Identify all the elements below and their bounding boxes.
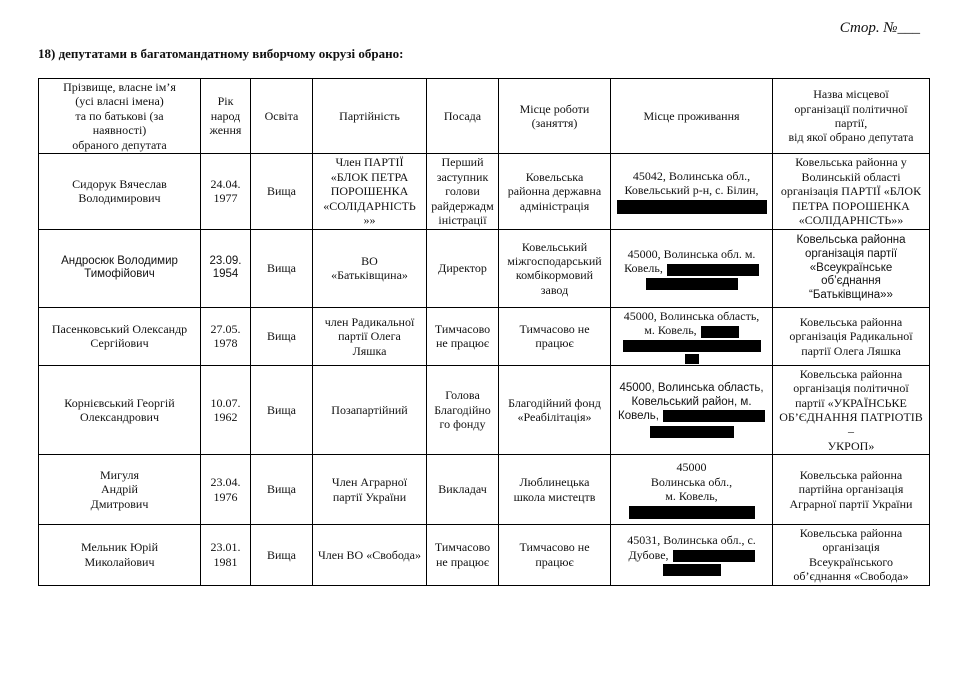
table-cell-organization [773,307,930,365]
table-cell-name [39,153,201,229]
cell-line: Ковельський р-н, с. Білин, [624,183,759,198]
cell-line: іністрації [438,213,487,228]
cell-line: 23.04. [210,475,241,490]
header-birth-year [201,79,251,154]
header-residence [611,79,773,154]
table-cell-position [427,153,499,229]
cell-line: Ковельський [521,239,588,254]
cell-line: партії, [834,115,868,130]
cell-line: партії «УКРАЇНСЬКЕ [795,395,907,410]
redacted-address-block [629,506,755,519]
cell-line: не працює [435,336,490,351]
redacted-address-block [667,264,759,276]
table-cell-position [427,365,499,454]
table-cell-position [427,525,499,586]
cell-line: школа мистецтв [513,489,596,504]
cell-line: Посада [443,108,482,123]
cell-line: Ковельська районна [796,233,906,246]
cell-line: Перший [441,155,484,170]
cell-line: Викладач [438,482,487,497]
cell-line: (усі власні імена) [75,94,164,109]
cell-line: «СОЛІДАРНІСТЬ»» [798,213,904,228]
table-cell-workplace [499,307,611,365]
redacted-address-block [685,354,699,364]
cell-line: Позапартійний [331,402,408,417]
cell-line: Місце проживання [643,108,740,123]
cell-line: завод [540,282,569,297]
cell-line: Рік [217,94,234,109]
cell-line: Член ВО «Свобода» [318,547,421,562]
table-cell-position [427,229,499,307]
cell-line: Андрій [101,482,138,497]
redacted-address-block [663,410,765,422]
cell-line: УКРОП» [827,438,875,453]
table-cell-residence [611,229,773,307]
table-cell-party [313,455,427,525]
cell-line: Ковель, [614,261,769,275]
cell-line: 23.01. [210,540,241,555]
deputies-table [38,78,930,586]
cell-line: 45000 [676,460,707,475]
cell-line: організація політичної [793,381,909,396]
cell-line: Мигуля [100,467,139,482]
cell-line: «Батьківщина» [331,268,408,283]
cell-line: районна державна [507,184,602,199]
cell-line: 1954 [212,268,239,281]
table-cell-residence [611,365,773,454]
cell-line: Дубове, [614,548,769,562]
cell-line: партії Олега [338,329,401,344]
cell-line: Сидорук Вячеслав [72,177,167,192]
cell-line: Ковель, [614,410,769,424]
table-cell-workplace [499,153,611,229]
table-cell-name [39,455,201,525]
cell-line: 1981 [213,554,238,569]
table-cell-party [313,153,427,229]
table-cell-workplace [499,365,611,454]
cell-line: Миколайович [84,554,155,569]
table-row [39,455,930,525]
cell-line: від якої обрано депутата [788,130,914,145]
cell-line: Освіта [264,108,299,123]
cell-line: ПЕТРА ПОРОШЕНКА [792,198,910,213]
cell-line: 1962 [213,409,238,424]
cell-line: Член Аграрної [331,475,408,490]
redacted-address-block [701,326,739,338]
cell-line: партії України [332,489,407,504]
cell-line: 27.05. [210,321,241,336]
cell-line: 1978 [213,336,238,351]
cell-line: народ [210,108,241,123]
table-cell-party [313,307,427,365]
table-cell-birth-year [201,365,251,454]
cell-line: не працює [435,554,490,569]
cell-line: «БЛОК ПЕТРА [330,169,409,184]
cell-line: Ковельська [525,169,584,184]
cell-line: організація ПАРТІЇ «БЛОК [780,184,922,199]
header-party [313,79,427,154]
cell-line: 24.04. [210,177,241,192]
table-cell-birth-year [201,525,251,586]
cell-line: адміністрація [519,198,590,213]
cell-line: Всеукраїнського [808,554,894,569]
cell-line: ПОРОШЕНКА [330,184,409,199]
table-cell-workplace [499,229,611,307]
cell-line: Прізвище, власне ім’я [63,80,176,94]
table-row [39,307,930,365]
cell-line: Ковельська районна [799,526,903,541]
cell-line: партійна організація [798,482,904,497]
table-cell-residence [611,307,773,365]
table-cell-birth-year [201,455,251,525]
table-cell-organization [773,153,930,229]
table-cell-birth-year [201,229,251,307]
redacted-address-block [673,550,755,562]
table-cell-education: Вища [251,455,313,525]
table-cell-name [39,365,201,454]
table-cell-name [39,307,201,365]
table-cell-organization [773,525,930,586]
table-cell-birth-year [201,153,251,229]
cell-line: райдержадм [431,198,494,213]
cell-line: Люблинецька [519,475,590,490]
table-row [39,365,930,454]
cell-line: Директор [438,261,487,276]
cell-line: Володимирович [78,191,161,206]
cell-line: міжгосподарський [507,254,602,269]
table-row [39,153,930,229]
cell-line: Тимофійович [84,268,155,281]
header-education [251,79,313,154]
table-cell-position [427,455,499,525]
cell-line: Волинська обл., [650,474,733,489]
cell-line: Ляшка [352,343,387,358]
cell-line: «Реабілітація» [517,409,592,424]
cell-line: «Всеукраїнське [809,261,893,274]
cell-line: Ковельська районна у [795,155,907,170]
cell-line: 1977 [213,191,238,206]
cell-line: 45031, Волинська обл., с. [627,533,756,548]
cell-line: організація [822,540,880,555]
cell-line: об’єднання «Свобода» [793,569,909,584]
cell-line: 45000, Волинська область, [623,308,760,323]
cell-line: член Радикальної [324,314,415,329]
cell-line: Місце роботи [519,101,590,116]
cell-line: 23.09. [209,254,242,267]
cell-line: об’єднання [821,275,881,288]
cell-line: Тимчасово не [519,540,590,555]
cell-line: наявності) [92,123,147,138]
cell-line: обраного депутата [72,137,167,152]
table-cell-position [427,307,499,365]
table-cell-residence [611,525,773,586]
cell-line: Ковельський район, м. [631,395,752,408]
cell-line: Тимчасово не [519,321,590,336]
cell-line: Голова [445,388,480,403]
cell-line: «СОЛІДАРНІСТЬ [323,198,416,213]
table-cell-name [39,229,201,307]
table-cell-party [313,525,427,586]
table-row [39,525,930,586]
cell-line: та по батькові (за [75,108,164,123]
header-workplace [499,79,611,154]
header-position [427,79,499,154]
cell-line: Ковельська районна [799,314,903,329]
cell-line: Благодійний фонд [508,395,601,410]
header-name [39,79,201,154]
cell-line: ОБ’ЄДНАННЯ ПАТРІОТІВ – [779,409,923,439]
cell-line: м. Ковель, [614,323,769,337]
table-cell-party [313,229,427,307]
table-cell-organization [773,455,930,525]
cell-line: Член ПАРТІЇ [335,155,404,170]
cell-line: голови [445,184,480,199]
redacted-address-block [650,426,734,438]
cell-line: 45000, Волинська область, [619,382,764,395]
cell-line: Пасенковський Олександр [51,321,188,336]
table-cell-education: Вища [251,307,313,365]
cell-line: ження [209,123,242,138]
page-number-label: Стор. №___ [839,20,920,36]
table-cell-residence [611,455,773,525]
table-cell-organization [773,365,930,454]
redacted-address-block [663,564,721,576]
cell-line: організація партії [804,247,898,260]
cell-line: (заняття) [531,115,578,130]
table-cell-workplace [499,455,611,525]
cell-line: 45000, Волинська обл. м. [627,247,756,262]
table-cell-education: Вища [251,365,313,454]
cell-line: Партійність [339,108,400,123]
cell-line: Тимчасово [434,540,491,555]
cell-line: Мельник Юрій [80,540,159,555]
table-cell-name [39,525,201,586]
cell-line: працює [535,336,574,351]
cell-line: 1976 [213,489,238,504]
cell-line: Корнієвський Георгій [64,395,175,410]
cell-line: 45042, Волинська обл., [632,169,751,184]
table-row [39,229,930,307]
cell-line: працює [535,554,574,569]
cell-line: “Батьківщина»» [809,289,893,302]
cell-line: заступник [436,169,489,184]
cell-line: партії Олега Ляшка [801,343,901,358]
cell-line: організація Радикальної [789,329,913,344]
redacted-address-block [646,278,738,290]
table-cell-residence [611,153,773,229]
cell-line: комбікормовий [515,268,594,283]
table-cell-education: Вища [251,229,313,307]
redacted-address-block [617,200,767,214]
cell-line: Сергійович [90,336,149,351]
cell-line: 10.07. [210,395,241,410]
table-cell-education: Вища [251,153,313,229]
cell-line: організації політичної [794,101,908,116]
cell-line: ВО [361,254,378,269]
cell-line: м. Ковель, [665,489,718,504]
cell-line: Аграрної партії України [789,496,913,511]
table-cell-party [313,365,427,454]
table-header-row [39,79,930,154]
cell-line: Андросюк Володимир [61,254,178,267]
cell-line: Назва місцевої [813,87,889,102]
cell-line: »» [363,213,376,228]
cell-line: го фонду [439,417,486,432]
cell-line: Ковельська районна [799,366,903,381]
table-cell-workplace [499,525,611,586]
table-cell-birth-year [201,307,251,365]
cell-line: Дмитрович [90,496,149,511]
cell-line: Волинській області [801,169,901,184]
cell-line: Олександрович [80,409,159,424]
section-title: 18) депутатами в багатомандатному виборчому окрузі обрано: [38,46,404,61]
cell-line: Тимчасово [434,321,491,336]
table-cell-education: Вища [251,525,313,586]
cell-line: Благодійно [434,402,491,417]
redacted-address-block [623,340,761,352]
cell-line: Ковельська районна [799,467,903,482]
table-cell-organization [773,229,930,307]
header-organization [773,79,930,154]
